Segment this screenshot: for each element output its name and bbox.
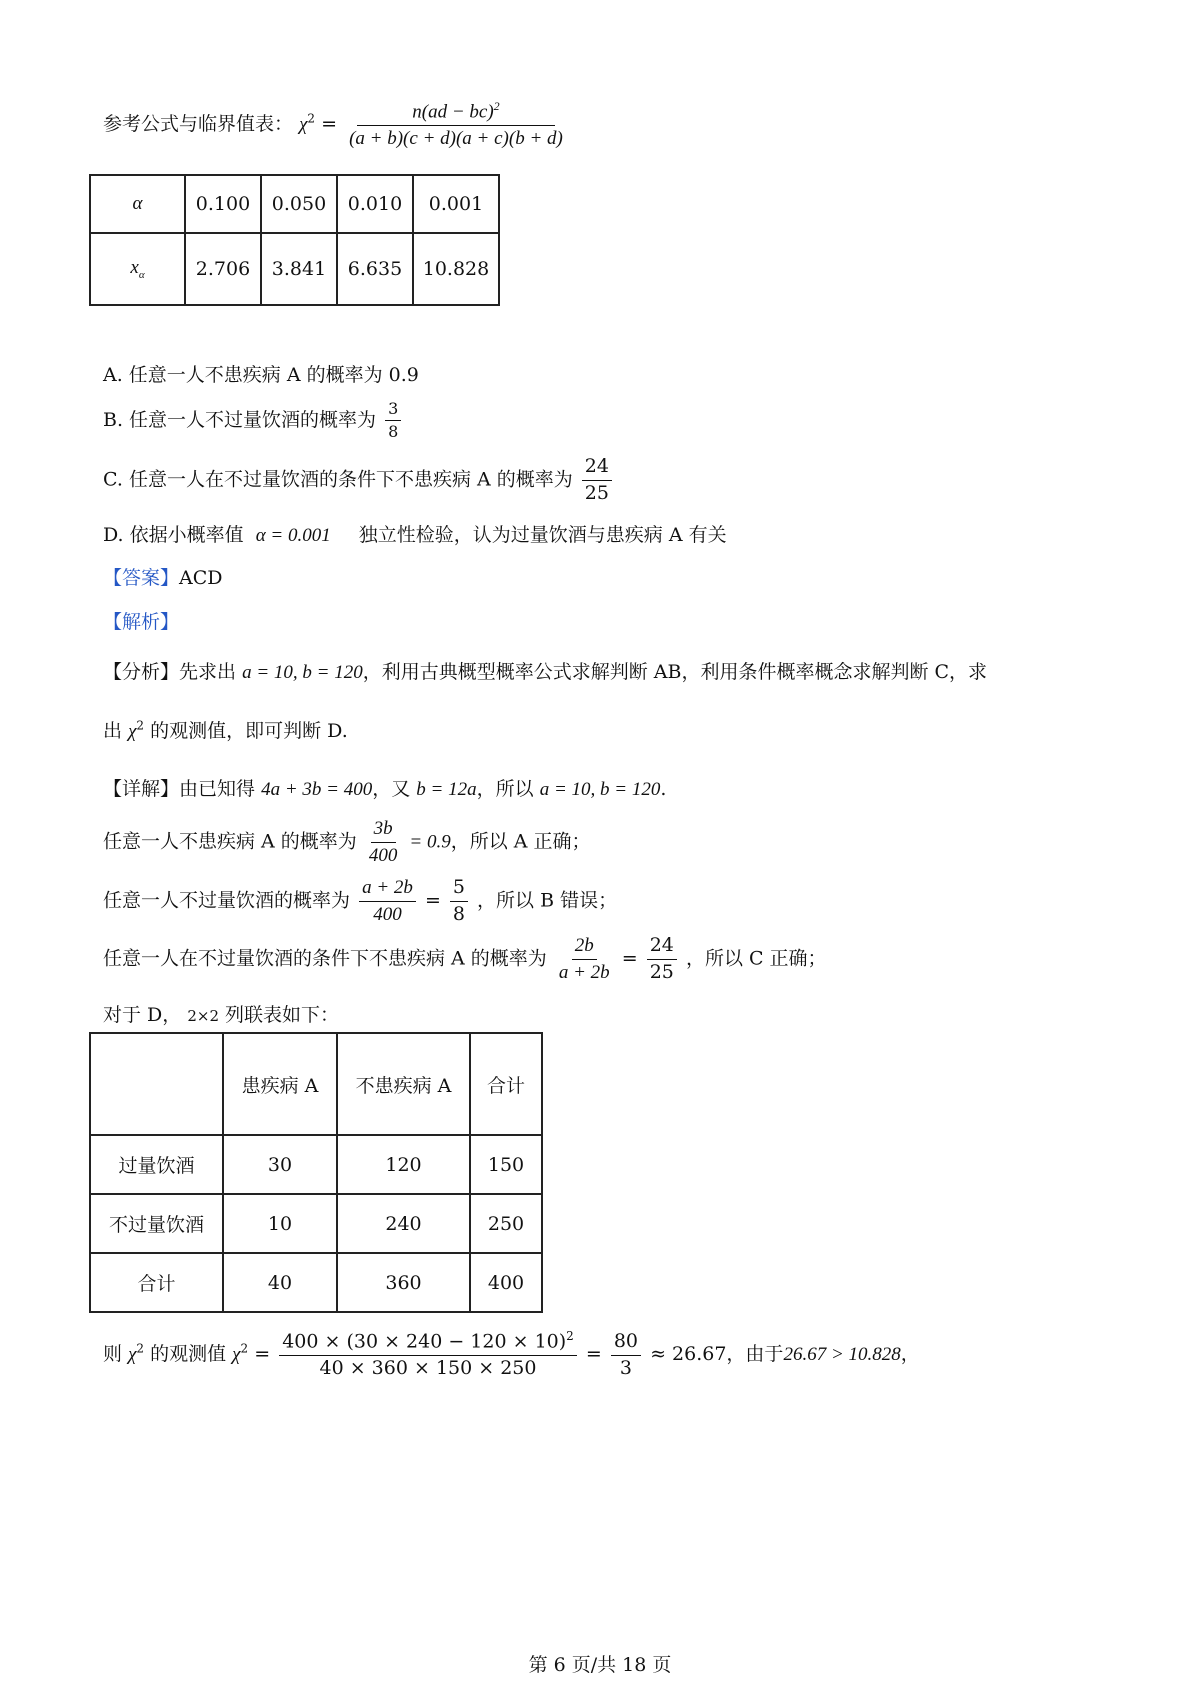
table-cell: 合计 bbox=[90, 1253, 223, 1312]
step-b-fraction bbox=[359, 877, 416, 926]
option-b bbox=[103, 400, 404, 442]
table-row bbox=[90, 1253, 542, 1312]
step-b-fraction-2 bbox=[450, 877, 468, 926]
x-alpha-symbol: x bbox=[130, 257, 139, 279]
step-a bbox=[103, 818, 591, 867]
fraction-numerator: 3b bbox=[371, 818, 396, 843]
fenxi-text: 的观测值，即可判断 D. bbox=[150, 720, 348, 742]
table-cell: 30 bbox=[223, 1135, 337, 1194]
fraction-denominator: 8 bbox=[452, 902, 465, 925]
chi-square-formula bbox=[346, 100, 566, 150]
answer-tag: 【答案】 bbox=[103, 567, 180, 589]
option-d-text-b: 独立性检验，认为过量饮酒与患疾病 A 有关 bbox=[358, 524, 727, 546]
option-c-fraction bbox=[582, 456, 612, 505]
chi-exponent: 2 bbox=[240, 1341, 249, 1356]
comparison-math: 26.67 > 10.828 bbox=[783, 1344, 901, 1365]
xiangjie-line bbox=[103, 774, 666, 801]
fraction-denominator: 25 bbox=[649, 960, 674, 983]
xiangjie-text: . bbox=[660, 778, 667, 800]
chi-square-computation bbox=[279, 1330, 577, 1380]
equals-sign: = bbox=[621, 947, 638, 970]
option-a: A. 任意一人不患疾病 A 的概率为 0.9 bbox=[103, 364, 419, 386]
table-cell: 120 bbox=[337, 1135, 470, 1194]
critical-value-cell: 3.841 bbox=[261, 233, 337, 305]
step-a-fraction bbox=[366, 818, 401, 867]
critical-value-table bbox=[89, 174, 500, 306]
final-text: 则 bbox=[103, 1343, 123, 1365]
fraction-denominator: 400 bbox=[368, 844, 398, 866]
xiangjie-tag: 【详解】 bbox=[103, 778, 180, 800]
step-conclusion: ，所以 C 正确； bbox=[685, 947, 827, 970]
xiangjie-text: ，又 bbox=[372, 778, 411, 800]
option-b-numerator: 3 bbox=[385, 400, 401, 421]
xiangjie-math: a = 10, b = 120 bbox=[539, 779, 661, 800]
fraction-numerator: 24 bbox=[647, 935, 677, 960]
table-header-cell: 合计 bbox=[470, 1033, 542, 1135]
option-c-numerator: 24 bbox=[582, 456, 612, 481]
fraction-numerator: 80 bbox=[611, 1331, 641, 1356]
answer-value: ACD bbox=[179, 567, 223, 589]
equals-sign: = bbox=[321, 113, 338, 135]
critical-value-cell: 6.635 bbox=[337, 233, 413, 305]
fenxi-line-1 bbox=[103, 657, 987, 684]
option-c-denominator: 25 bbox=[584, 481, 609, 504]
equals-sign: = bbox=[424, 889, 441, 912]
step-text: 任意一人不患疾病 A 的概率为 bbox=[103, 830, 357, 853]
answer-line bbox=[103, 563, 223, 590]
table-header-cell: 不患疾病 A bbox=[337, 1033, 470, 1135]
step-b bbox=[103, 877, 617, 926]
step-conclusion: ，所以 A 正确； bbox=[450, 830, 591, 853]
xiangjie-math: 4a + 3b = 400 bbox=[261, 779, 373, 800]
step-text: 列联表如下： bbox=[225, 1004, 340, 1026]
alpha-header: α bbox=[90, 175, 185, 233]
option-d-math: α = 0.001 bbox=[255, 525, 331, 546]
step-text: 对于 D， bbox=[103, 1004, 182, 1026]
final-line bbox=[103, 1330, 920, 1380]
x-alpha-subscript: α bbox=[138, 268, 145, 281]
fraction-numerator: a + 2b bbox=[359, 877, 416, 902]
chi-symbol: χ bbox=[232, 1344, 241, 1365]
formula-label: 参考公式与临界值表： bbox=[103, 113, 294, 135]
step-text: 任意一人不过量饮酒的概率为 bbox=[103, 889, 351, 912]
chi-symbol: χ bbox=[128, 1344, 137, 1365]
option-b-denominator: 8 bbox=[388, 422, 399, 442]
step-d bbox=[103, 1000, 339, 1027]
equals-sign: = bbox=[585, 1343, 602, 1365]
table-header-cell bbox=[90, 1033, 223, 1135]
fraction-denominator: 3 bbox=[619, 1356, 632, 1379]
fenxi-tag: 【分析】 bbox=[103, 661, 180, 683]
approx-value: ≈ 26.67 bbox=[650, 1343, 727, 1365]
alpha-cell: 0.050 bbox=[261, 175, 337, 233]
chi-exponent: 2 bbox=[307, 111, 316, 126]
fraction-denominator: a + 2b bbox=[558, 961, 610, 983]
option-b-fraction bbox=[385, 400, 401, 442]
critical-value-cell: 2.706 bbox=[185, 233, 261, 305]
table-row bbox=[90, 1194, 542, 1253]
option-d-text-a: D. 依据小概率值 bbox=[103, 524, 244, 546]
formula-denominator: (a + b)(c + d)(a + c)(b + d) bbox=[349, 128, 563, 150]
fenxi-math: a = 10, b = 120 bbox=[242, 662, 363, 683]
chi-symbol: χ bbox=[128, 721, 137, 742]
equals-sign: = bbox=[254, 1343, 271, 1365]
step-c-fraction-2 bbox=[647, 935, 677, 984]
contingency-table bbox=[89, 1032, 543, 1313]
fenxi-text: 出 bbox=[103, 720, 123, 742]
table-cell: 过量饮酒 bbox=[90, 1135, 223, 1194]
final-text: ，由于 bbox=[726, 1343, 784, 1365]
fraction-denominator: 400 bbox=[373, 903, 402, 925]
xiangjie-math: b = 12a bbox=[416, 779, 477, 800]
step-c-fraction bbox=[556, 935, 613, 984]
chi-exponent: 2 bbox=[136, 718, 145, 733]
step-c bbox=[103, 935, 827, 984]
table-cell: 10 bbox=[223, 1194, 337, 1253]
alpha-cell: 0.100 bbox=[185, 175, 261, 233]
formula-numerator-exponent: 2 bbox=[493, 99, 500, 113]
fraction-numerator: 5 bbox=[450, 877, 468, 902]
chi-exponent: 2 bbox=[136, 1341, 145, 1356]
alpha-cell: 0.010 bbox=[337, 175, 413, 233]
table-cell: 400 bbox=[470, 1253, 542, 1312]
table-cell: 250 bbox=[470, 1194, 542, 1253]
step-text: 任意一人在不过量饮酒的条件下不患疾病 A 的概率为 bbox=[103, 947, 547, 970]
step-math: = 0.9 bbox=[409, 831, 451, 853]
fenxi-text: ，利用古典概型概率公式求解判断 AB，利用条件概率概念求解判断 C，求 bbox=[362, 661, 988, 683]
fenxi-line-2 bbox=[103, 716, 348, 743]
step-math: 2×2 bbox=[187, 1007, 219, 1025]
numerator-exponent: 2 bbox=[566, 1329, 574, 1343]
final-text: ， bbox=[900, 1343, 920, 1365]
critical-value-cell: 10.828 bbox=[413, 233, 499, 305]
page-footer: 第 6 页/共 18 页 bbox=[528, 1654, 672, 1676]
option-c-text: C. 任意一人在不过量饮酒的条件下不患疾病 A 的概率为 bbox=[103, 468, 573, 491]
fraction-denominator: 40 × 360 × 150 × 250 bbox=[319, 1357, 537, 1380]
xiangjie-text: ，所以 bbox=[476, 778, 534, 800]
option-c bbox=[103, 456, 615, 505]
formula-line bbox=[103, 100, 569, 150]
x-alpha-header bbox=[90, 233, 185, 305]
table-row bbox=[90, 1135, 542, 1194]
xiangjie-text: 由已知得 bbox=[179, 778, 256, 800]
table-cell: 360 bbox=[337, 1253, 470, 1312]
analysis-tag: 【解析】 bbox=[103, 611, 180, 633]
formula-numerator: n(ad − bc) bbox=[412, 101, 494, 123]
table-cell: 240 bbox=[337, 1194, 470, 1253]
table-cell: 不过量饮酒 bbox=[90, 1194, 223, 1253]
fraction-numerator: 2b bbox=[572, 935, 597, 960]
fraction-numerator: 400 × (30 × 240 − 120 × 10) bbox=[282, 1330, 567, 1353]
chi-symbol: χ bbox=[299, 114, 308, 135]
fenxi-text: 先求出 bbox=[179, 661, 237, 683]
table-header-cell: 患疾病 A bbox=[223, 1033, 337, 1135]
step-conclusion: ，所以 B 错误； bbox=[477, 889, 618, 912]
option-b-text: B. 任意一人不过量饮酒的概率为 bbox=[103, 408, 377, 431]
option-d bbox=[103, 520, 727, 547]
alpha-cell: 0.001 bbox=[413, 175, 499, 233]
chi-square-result-fraction bbox=[611, 1331, 641, 1380]
final-text: 的观测值 bbox=[150, 1343, 227, 1365]
table-cell: 150 bbox=[470, 1135, 542, 1194]
table-cell: 40 bbox=[223, 1253, 337, 1312]
